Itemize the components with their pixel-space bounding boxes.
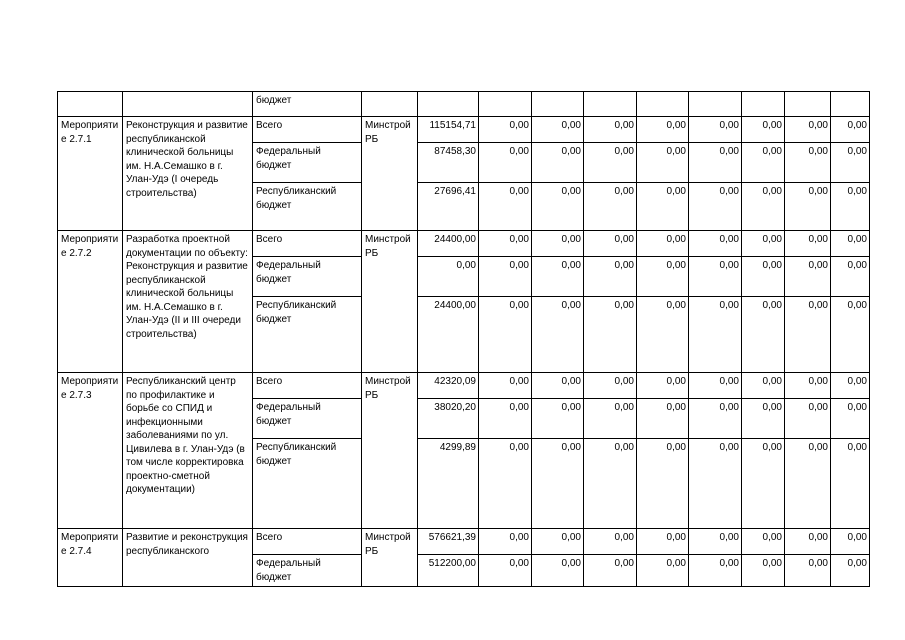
value-cell: 0,00 [532,117,584,143]
value-cell: 0,00 [831,399,870,439]
value-cell: 0,00 [637,555,689,587]
value-cell: 576621,39 [418,529,479,555]
funding-source-cell: Федеральный бюджет [253,143,362,183]
value-cell: 0,00 [831,297,870,373]
executor-cell: Минстрой РБ [362,117,418,231]
value-cell [831,92,870,117]
value-cell: 0,00 [831,439,870,529]
value-cell: 0,00 [532,231,584,257]
value-cell: 0,00 [584,117,637,143]
value-cell: 0,00 [689,257,742,297]
value-cell: 0,00 [785,183,831,231]
value-cell: 0,00 [689,529,742,555]
value-cell: 0,00 [532,257,584,297]
value-cell: 0,00 [831,231,870,257]
value-cell: 0,00 [785,399,831,439]
value-cell: 0,00 [785,529,831,555]
measure-code-cell: Мероприятие 2.7.1 [58,117,123,231]
table-row [58,117,870,143]
value-cell: 0,00 [532,183,584,231]
value-cell: 0,00 [584,529,637,555]
value-cell: 0,00 [742,399,785,439]
value-cell: 0,00 [689,231,742,257]
value-cell: 4299,89 [418,439,479,529]
value-cell: 0,00 [479,529,532,555]
value-cell: 27696,41 [418,183,479,231]
value-cell: 0,00 [785,231,831,257]
value-cell: 0,00 [532,555,584,587]
value-cell: 0,00 [742,529,785,555]
table-row [58,373,870,399]
funding-source-cell: Всего [253,529,362,555]
value-cell [418,92,479,117]
value-cell: 0,00 [584,297,637,373]
value-cell: 0,00 [637,529,689,555]
value-cell: 0,00 [637,117,689,143]
value-cell: 0,00 [584,373,637,399]
funding-source-cell: Всего [253,117,362,143]
value-cell: 0,00 [637,257,689,297]
funding-source-cell: бюджет [253,92,362,117]
value-cell: 0,00 [637,231,689,257]
value-cell: 0,00 [479,555,532,587]
value-cell: 0,00 [785,143,831,183]
value-cell: 0,00 [742,373,785,399]
value-cell: 0,00 [637,439,689,529]
funding-source-cell: Всего [253,231,362,257]
value-cell: 0,00 [785,297,831,373]
table-row [58,92,870,117]
value-cell: 0,00 [479,399,532,439]
funding-source-cell: Республиканский бюджет [253,183,362,231]
value-cell: 0,00 [532,399,584,439]
value-cell: 0,00 [689,373,742,399]
value-cell [785,92,831,117]
budget-table [57,91,870,587]
measure-code-cell: Мероприятие 2.7.4 [58,529,123,587]
value-cell: 0,00 [742,257,785,297]
value-cell: 0,00 [742,183,785,231]
value-cell: 0,00 [689,183,742,231]
value-cell: 0,00 [479,143,532,183]
value-cell: 0,00 [584,439,637,529]
funding-source-cell: Республиканский бюджет [253,297,362,373]
measure-code-cell: Мероприятие 2.7.2 [58,231,123,373]
value-cell: 0,00 [689,143,742,183]
value-cell: 0,00 [742,117,785,143]
funding-source-cell: Федеральный бюджет [253,257,362,297]
value-cell: 0,00 [584,257,637,297]
value-cell: 0,00 [689,555,742,587]
value-cell: 0,00 [584,143,637,183]
measure-name-cell: Республиканский центр по профилактике и борьбе со СПИД и инфекционными заболеваниями по ул. Цивилева в г. Улан-Удэ (в том числе корректировка проектно-сметной документации) [123,373,253,529]
value-cell: 0,00 [689,117,742,143]
value-cell: 0,00 [479,183,532,231]
measure-name-cell: Развитие и реконструкция республиканского [123,529,253,587]
executor-cell [362,92,418,117]
value-cell: 0,00 [742,555,785,587]
value-cell: 512200,00 [418,555,479,587]
value-cell: 0,00 [689,399,742,439]
executor-cell: Минстрой РБ [362,373,418,529]
value-cell: 0,00 [785,555,831,587]
value-cell: 0,00 [584,183,637,231]
value-cell: 0,00 [584,231,637,257]
value-cell: 0,00 [479,231,532,257]
value-cell: 0,00 [584,399,637,439]
value-cell: 0,00 [532,143,584,183]
executor-cell: Минстрой РБ [362,529,418,587]
value-cell: 0,00 [479,257,532,297]
value-cell: 0,00 [742,231,785,257]
value-cell: 0,00 [831,183,870,231]
table-row [58,231,870,257]
value-cell [689,92,742,117]
value-cell: 0,00 [479,297,532,373]
value-cell: 0,00 [785,257,831,297]
table-row [58,529,870,555]
value-cell: 0,00 [742,297,785,373]
value-cell: 0,00 [785,117,831,143]
value-cell: 0,00 [831,373,870,399]
value-cell: 0,00 [532,529,584,555]
value-cell: 0,00 [742,143,785,183]
measure-code-cell: Мероприятие 2.7.3 [58,373,123,529]
value-cell: 0,00 [418,257,479,297]
value-cell: 0,00 [689,297,742,373]
measure-name-cell: Реконструкция и развитие республиканской клинической больницы им. Н.А.Семашко в г. Улан-Удэ (I очередь строительства) [123,117,253,231]
value-cell [479,92,532,117]
value-cell: 0,00 [637,297,689,373]
value-cell: 0,00 [831,117,870,143]
value-cell: 0,00 [479,117,532,143]
value-cell: 0,00 [689,439,742,529]
measure-name-cell: Разработка проектной документации по объекту: Реконструкция и развитие республиканской клинической больницы им. Н.А.Семашко в г. Улан-Удэ (II и III очереди строительства) [123,231,253,373]
value-cell: 0,00 [479,373,532,399]
measure-name-cell [123,92,253,117]
value-cell [532,92,584,117]
value-cell: 0,00 [637,143,689,183]
value-cell: 0,00 [742,439,785,529]
funding-source-cell: Всего [253,373,362,399]
value-cell: 0,00 [584,555,637,587]
value-cell: 0,00 [637,373,689,399]
value-cell: 0,00 [831,143,870,183]
value-cell: 0,00 [532,297,584,373]
value-cell: 24400,00 [418,297,479,373]
value-cell: 115154,71 [418,117,479,143]
value-cell: 0,00 [831,529,870,555]
value-cell: 42320,09 [418,373,479,399]
value-cell [584,92,637,117]
table-body [58,92,870,587]
funding-source-cell: Федеральный бюджет [253,399,362,439]
value-cell: 0,00 [831,555,870,587]
value-cell [637,92,689,117]
value-cell: 87458,30 [418,143,479,183]
value-cell: 0,00 [532,439,584,529]
measure-code-cell [58,92,123,117]
value-cell: 0,00 [637,399,689,439]
value-cell: 0,00 [637,183,689,231]
executor-cell: Минстрой РБ [362,231,418,373]
value-cell: 0,00 [831,257,870,297]
funding-source-cell: Республиканский бюджет [253,439,362,529]
value-cell: 38020,20 [418,399,479,439]
value-cell: 0,00 [785,439,831,529]
value-cell: 24400,00 [418,231,479,257]
value-cell [742,92,785,117]
value-cell: 0,00 [532,373,584,399]
funding-source-cell: Федеральный бюджет [253,555,362,587]
value-cell: 0,00 [479,439,532,529]
value-cell: 0,00 [785,373,831,399]
